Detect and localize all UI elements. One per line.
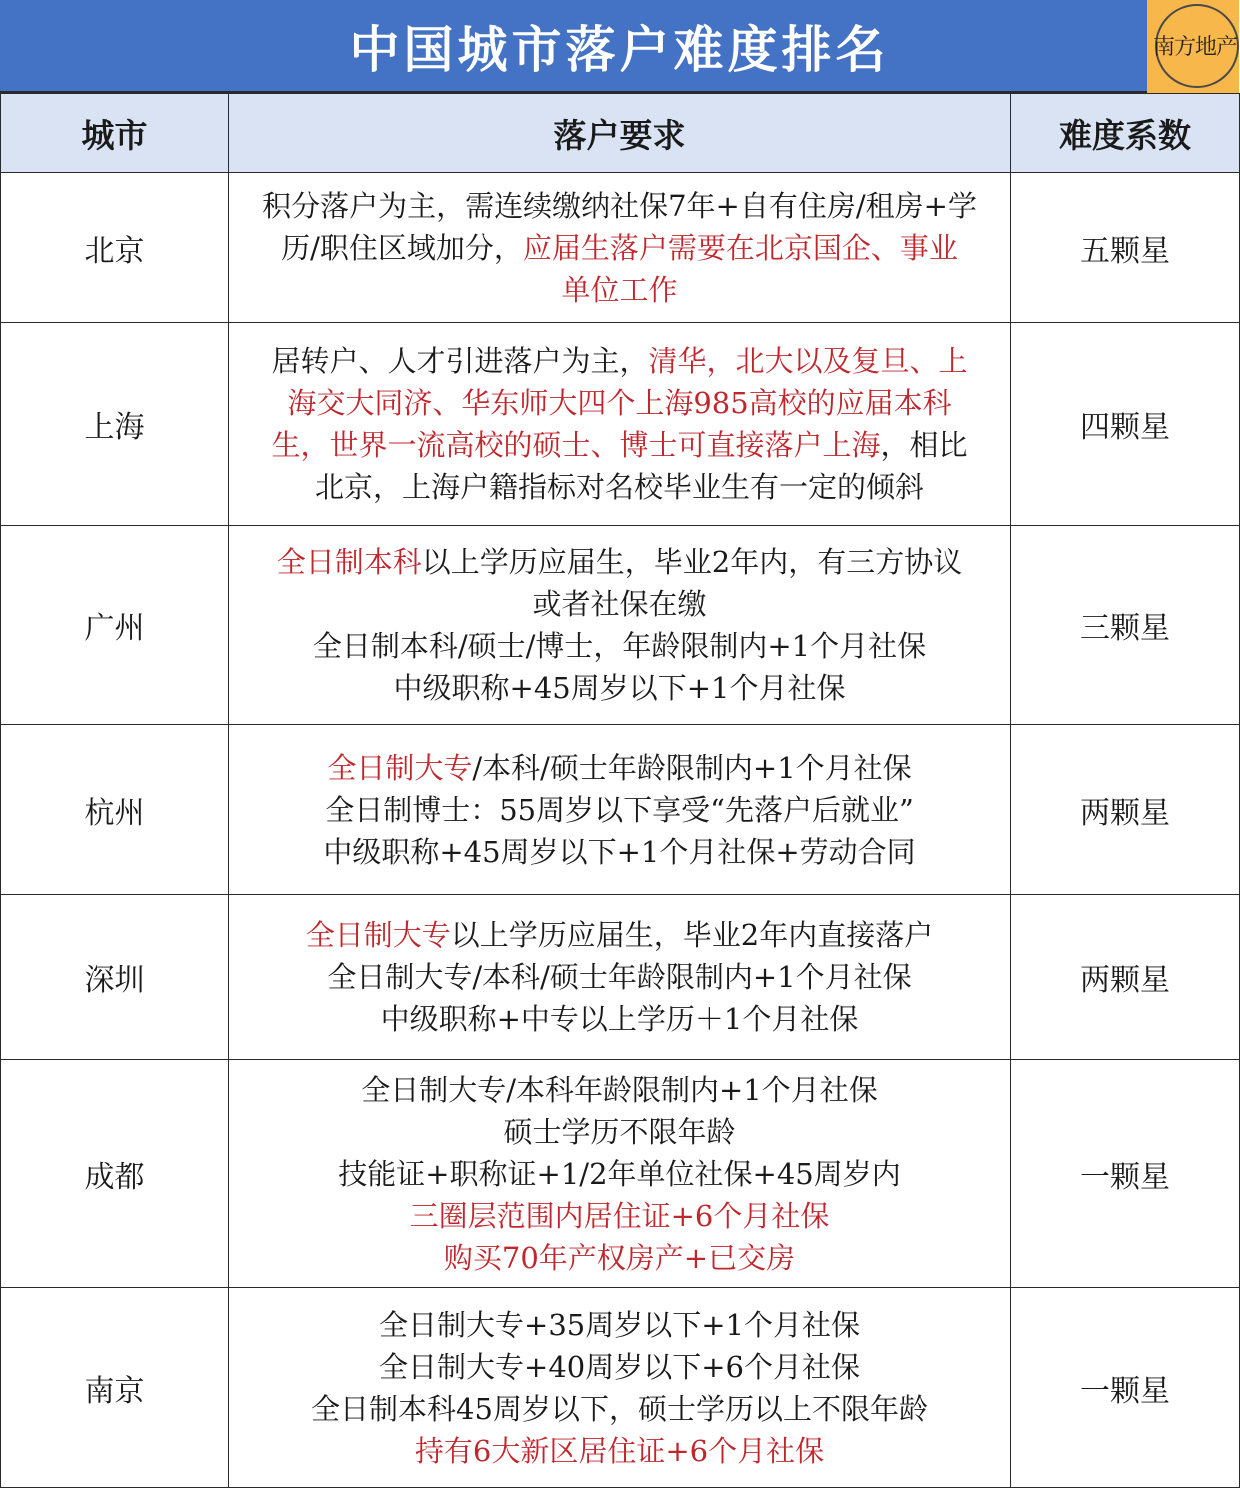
requirement-line	[235, 227, 1004, 269]
requirement-text: 中级职称+45周岁以下+1个月社保+劳动合同	[323, 834, 916, 869]
requirement-text: 中级职称+45周岁以下+1个月社保	[393, 671, 846, 705]
requirement-text: 全日制大专+40周岁以下+6个月社保	[379, 1349, 860, 1384]
city-cell: 广州	[1, 526, 229, 725]
requirement-line	[235, 625, 1004, 667]
requirement-line	[235, 1237, 1004, 1279]
requirement-text: 居转户、人才引进落户为主，	[271, 344, 649, 378]
requirement-text: 全日制大专+35周岁以下+1个月社保	[379, 1307, 860, 1342]
difficulty-cell: 四颗星	[1011, 323, 1240, 526]
requirement-text: 中级职称+中专以上学历＋1个月社保	[380, 1002, 859, 1036]
page-title: 中国城市落户难度排名	[349, 20, 890, 79]
difficulty-cell: 五颗星	[1011, 173, 1240, 323]
highlighted-text: 购买70年产权房产+已交房	[443, 1240, 796, 1275]
requirement-cell	[229, 1060, 1011, 1288]
requirement-text: 硕士学历不限年龄	[503, 1114, 736, 1149]
city-cell: 上海	[1, 323, 229, 526]
difficulty-cell: 三颗星	[1011, 526, 1240, 725]
table-row	[1, 895, 1240, 1060]
requirement-line	[235, 382, 1004, 424]
requirement-line	[235, 956, 1004, 998]
difficulty-cell: 一颗星	[1011, 1060, 1240, 1288]
city-cell: 深圳	[1, 895, 229, 1060]
requirement-cell	[229, 323, 1011, 526]
city-cell: 成都	[1, 1060, 229, 1288]
city-cell: 北京	[1, 173, 229, 323]
requirement-cell	[229, 1288, 1011, 1488]
table-row	[1, 323, 1240, 526]
requirement-cell	[229, 173, 1011, 323]
highlighted-text: 单位工作	[561, 272, 678, 307]
highlighted-text: 海交大同济、华东师大四个上海985高校的应届本科	[287, 386, 952, 420]
difficulty-cell: 两颗星	[1011, 725, 1240, 895]
requirement-text: 全日制本科/硕士/博士，年龄限制内+1个月社保	[312, 629, 927, 663]
requirement-line	[235, 667, 1004, 709]
requirement-text: 历/职住区域加分，	[281, 230, 523, 265]
requirement-line	[235, 1153, 1004, 1195]
table-row	[1, 526, 1240, 725]
highlighted-text: 清华，北大以及复旦、上	[648, 344, 968, 378]
requirement-text: /本科/硕士年龄限制内+1个月社保	[472, 750, 912, 785]
column-header-difficulty: 难度系数	[1011, 94, 1240, 173]
logo-text: 南方地产	[1153, 35, 1238, 60]
requirement-line	[235, 1304, 1004, 1346]
requirement-line	[235, 1111, 1004, 1153]
table-row	[1, 725, 1240, 895]
requirement-cell	[229, 526, 1011, 725]
ranking-table	[0, 93, 1240, 1488]
table-row	[1, 1288, 1240, 1488]
table-row	[1, 1060, 1240, 1288]
requirement-text: 北京，上海户籍指标对名校毕业生有一定的倾斜	[314, 470, 924, 504]
requirement-line	[235, 541, 1004, 583]
requirement-text: 或者社保在缴	[532, 587, 707, 621]
requirement-line	[235, 1346, 1004, 1388]
requirement-line	[235, 185, 1004, 227]
table-row	[1, 173, 1240, 323]
requirement-line	[235, 1430, 1004, 1472]
requirement-line	[235, 1069, 1004, 1111]
requirement-cell	[229, 725, 1011, 895]
requirement-text: 技能证+职称证+1/2年单位社保+45周岁内	[338, 1156, 901, 1191]
requirement-line	[235, 269, 1004, 311]
requirement-line	[235, 998, 1004, 1040]
requirement-line	[235, 340, 1004, 382]
requirement-text: 全日制本科45周岁以下，硕士学历以上不限年龄	[311, 1391, 928, 1426]
difficulty-cell: 两颗星	[1011, 895, 1240, 1060]
highlighted-text: 应届生落户需要在北京国企、事业	[522, 230, 958, 265]
requirement-line	[235, 831, 1004, 873]
difficulty-cell: 一颗星	[1011, 1288, 1240, 1488]
column-header-city: 城市	[1, 94, 229, 173]
highlighted-text: 生，世界一流高校的硕士、博士可直接落户上海	[271, 428, 881, 462]
requirement-line	[235, 424, 1004, 466]
requirement-cell	[229, 895, 1011, 1060]
highlighted-text: 全日制大专	[327, 750, 473, 785]
highlighted-text: 持有6大新区居住证+6个月社保	[414, 1433, 825, 1468]
city-cell: 杭州	[1, 725, 229, 895]
brand-logo	[1147, 0, 1239, 93]
requirement-line	[235, 1195, 1004, 1237]
requirement-line	[235, 747, 1004, 789]
requirement-text: 以上学历应届生，毕业2年内直接落户	[450, 918, 934, 952]
column-header-requirement: 落户要求	[229, 94, 1011, 173]
requirement-text: 全日制博士：55周岁以下享受“先落户后就业”	[325, 792, 914, 827]
requirement-line	[235, 583, 1004, 625]
highlighted-text: 三圈层范围内居住证+6个月社保	[409, 1198, 830, 1233]
requirement-line	[235, 1388, 1004, 1430]
table-header-row	[1, 94, 1240, 173]
requirement-text: 全日制大专/本科/硕士年龄限制内+1个月社保	[327, 960, 912, 994]
highlighted-text: 全日制大专	[305, 918, 451, 952]
table-body	[1, 173, 1240, 1488]
requirement-line	[235, 789, 1004, 831]
requirement-text: 全日制大专/本科年龄限制内+1个月社保	[361, 1072, 878, 1107]
highlighted-text: 全日制本科	[276, 545, 422, 579]
city-cell: 南京	[1, 1288, 229, 1488]
title-bar	[0, 0, 1239, 93]
requirement-line	[235, 914, 1004, 956]
requirement-text: 以上学历应届生，毕业2年内，有三方协议	[421, 545, 963, 579]
requirement-text: 积分落户为主，需连续缴纳社保7年+自有住房/租房+学	[262, 188, 977, 223]
requirement-text: ，相比	[880, 428, 968, 462]
requirement-line	[235, 466, 1004, 508]
